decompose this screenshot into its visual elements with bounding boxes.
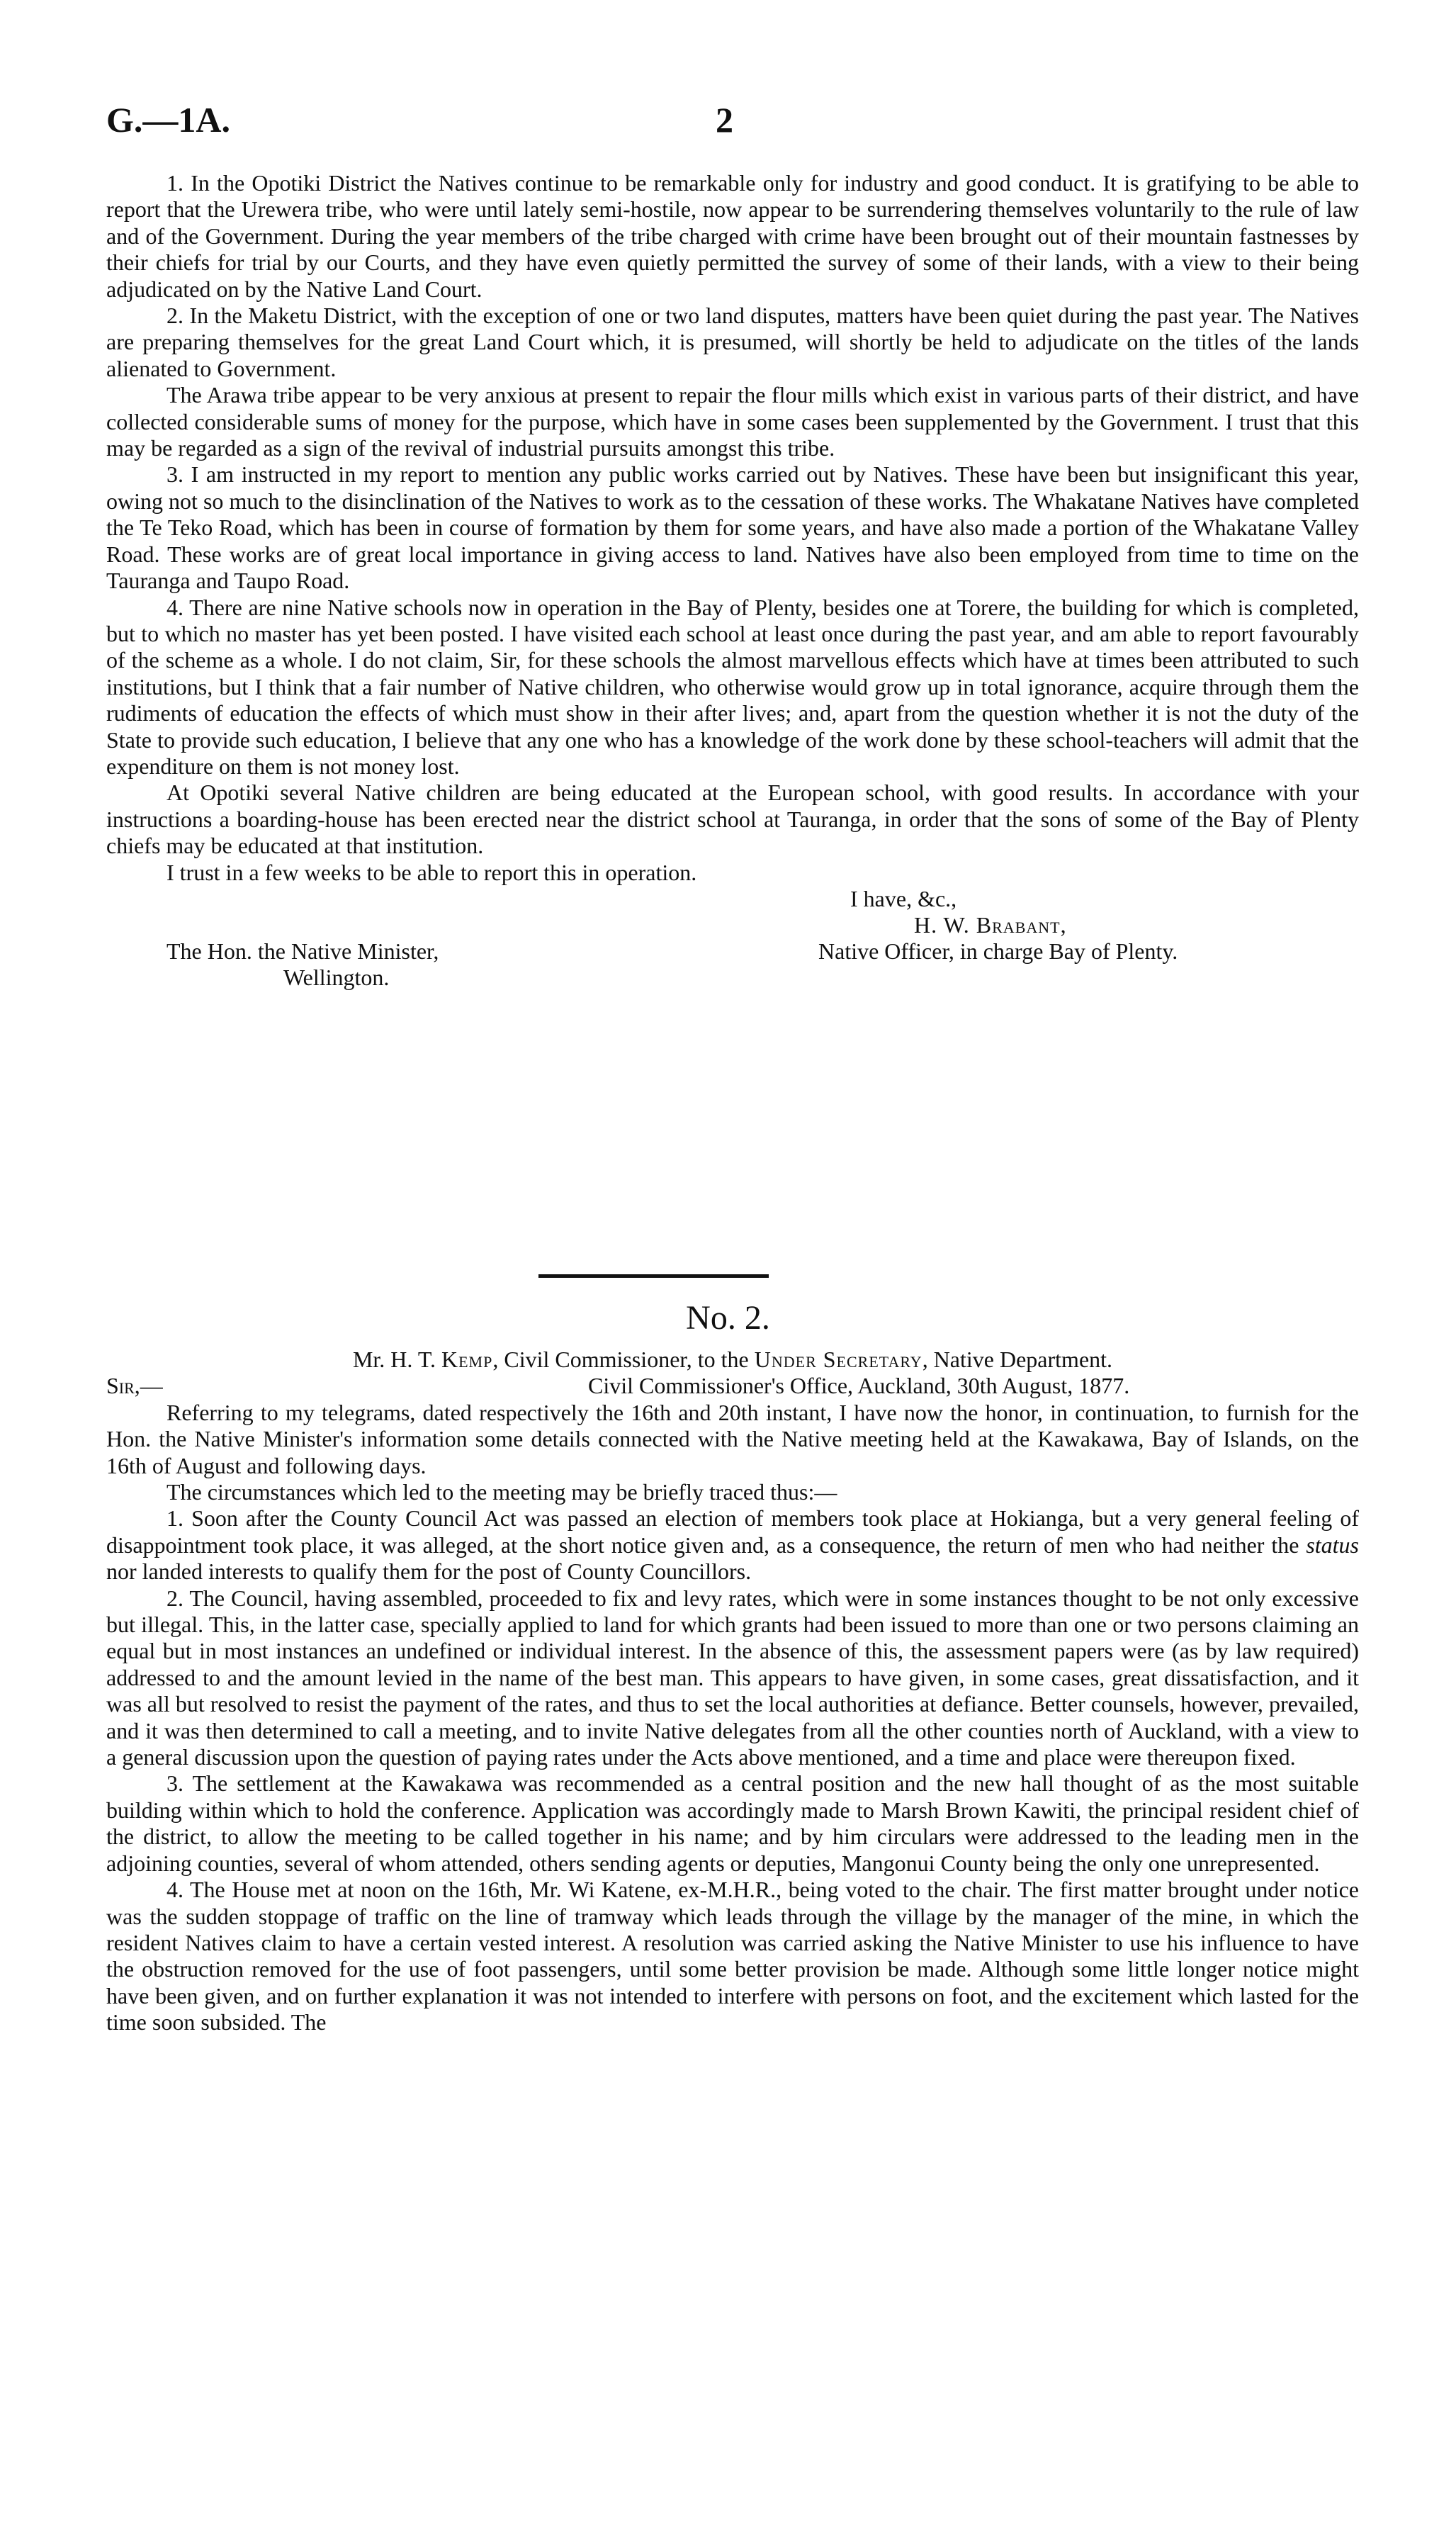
paragraph: 3. I am instructed in my report to mention any public works carried out by Natives. These have been but insignificant this year, owing not so much to the disinclination of the Natives to work as to the cessation of these works. The Whakatane Natives have completed the Te Teko Road, which has been in course of formation by them for some years, and have also made a portion of the Whakatane Valley Road. These works are of great local importance in giving access to land. Natives have also been employed from time to time on the Tauranga and Taupo Road. — [106, 461, 1359, 594]
letter-title — [106, 1347, 1359, 1373]
paragraph: The circumstances which led to the meeting may be briefly traced thus:— — [167, 1479, 837, 1505]
signature-name: H. W. Brabant, — [914, 911, 1067, 938]
salutation: Sir,— — [106, 1373, 163, 1399]
title-text: , Native Department. — [922, 1347, 1113, 1372]
paragraph — [106, 1505, 1359, 1585]
paragraph: 4. There are nine Native schools now in operation in the Bay of Plenty, besides one at Torere, the building for which is completed, but to which no master has yet been posted. I have visited each school at least once during the past year, and am able to report favourably of the scheme as a whole. I do not claim, Sir, for these schools the almost marvellous effects which have at times been attributed to such institutions, but I think that a fair number of Native children, who otherwise would grow up in total ignorance, acquire through them the rudiments of education the effects of which must show in their after lives; and, apart from the question whether it is not the duty of the State to provide such education, I believe that any one who has a knowledge of the work done by these school-teachers will admit that the expenditure on them is not money lost. — [106, 594, 1359, 779]
paragraph-text: 1. Soon after the County Council Act was passed an election of members took place at Hokianga, but a very general feeling of disappointment took place, it was alleged, at the short notice given and, as a consequence, the return of men who had neither the — [106, 1505, 1359, 1558]
section-divider — [538, 1274, 769, 1278]
page-number: 2 — [716, 100, 733, 140]
paragraph: I trust in a few weeks to be able to report this in operation. — [167, 859, 697, 885]
addressee: The Hon. the Native Minister, — [167, 938, 439, 964]
title-text: Mr. H. T. — [352, 1347, 441, 1372]
addressee-city: Wellington. — [283, 964, 390, 990]
letter-2-body — [106, 1347, 1359, 2036]
paragraph: At Opotiki several Native children are being educated at the European school, with good results. In accordance with your instructions a boarding-house has been erected near the district school at Tauranga, in order that the sons of some of the Bay of Plenty chiefs may be educated at that institution. — [106, 780, 1359, 859]
paragraph: The Arawa tribe appear to be very anxious at present to repair the flour mills which exist in various parts of their district, and have collected considerable sums of money for the purpose, which have in some cases been supplemented by the Government. I trust that this may be regarded as a sign of the revival of industrial pursuits amongst this tribe. — [106, 382, 1359, 461]
title-recipient: Under Secretary — [754, 1347, 922, 1372]
paragraph: 2. The Council, having assembled, proceeded to fix and levy rates, which were in some instances thought to be not only excessive but illegal. This, in the latter case, specially applied to land for which grants had been issued to more than one or two persons claiming an equal but in most instances an undefined or individual interest. In the absence of this, the assessment papers were (as by law required) addressed to and the amount levied in the name of the best man. This appears to have given, in some cases, great dissatisfaction, and it was all but resolved to resist the payment of the rates, and thus to set the local authorities at defiance. Better counsels, however, prevailed, and it was then determined to call a meeting, and to invite Native delegates from all the other counties north of Auckland, with a view to a general discussion upon the question of paying rates under the Acts above mentioned, and a time and place were thereupon fixed. — [106, 1585, 1359, 1770]
document-code: G.—1A. — [106, 100, 230, 140]
title-text: , Civil Commissioner, to the — [492, 1347, 755, 1372]
letter-1-body — [106, 170, 1359, 1021]
paragraph: Referring to my telegrams, dated respectively the 16th and 20th instant, I have now the honor, in continuation, to furnish for the Hon. the Native Minister's information some details connected with the Native meeting held at the Kawakawa, Bay of Islands, on the 16th of August and following days. — [106, 1399, 1359, 1478]
salutation-line — [106, 1373, 1359, 1399]
title-sender: Kemp — [441, 1347, 493, 1372]
italic-term: status — [1306, 1532, 1359, 1558]
paragraph: 1. In the Opotiki District the Natives continue to be remarkable only for industry and good conduct. It is gratifying to be able to report that the Urewera tribe, who were until lately semi-hostile, now appear to be surrendering themselves voluntarily to the rule of law and of the Government. During the year members of the tribe charged with crime have been brought out of their mountain fastnesses by their chiefs for trial by our Courts, and they have even quietly permitted the survey of some of their lands, with a view to their being adjudicated on by the Native Land Court. — [106, 170, 1359, 302]
paragraph: 4. The House met at noon on the 16th, Mr. Wi Katene, ex-M.H.R., being voted to the chair. The first matter brought under notice was the sudden stoppage of traffic on the line of tramway which leads through the village by the manager of the mine, in which the resident Natives claim to have a certain vested interest. A resolution was carried asking the Native Minister to use his influence to have the obstruction removed for the use of foot passengers, until some better provision be made. Although some little longer notice might have been given, and on further explanation it was not intended to interfere with persons on foot, and the excitement which lasted for the time soon subsided. The — [106, 1877, 1359, 2035]
signature-block — [106, 886, 1359, 1021]
signature-office: Native Officer, in charge Bay of Plenty. — [818, 938, 1178, 964]
closing: I have, &c., — [850, 885, 957, 911]
section-heading: No. 2. — [686, 1299, 770, 1337]
paragraph-text: nor landed interests to qualify them for the post of County Councillors. — [106, 1558, 752, 1585]
paragraph: 3. The settlement at the Kawakawa was recommended as a central position and the new hall thought of as the most suitable building within which to hold the conference. Application was accordingly made to Marsh Brown Kawiti, the principal resident chief of the district, to allow the meeting to be called together in his name; and by him circulars were addressed to the leading men in the adjoining counties, several of whom attended, others sending agents or deputies, Mangonui County being the only one unrepresented. — [106, 1770, 1359, 1876]
office-date: Civil Commissioner's Office, Auckland, 30th August, 1877. — [588, 1373, 1130, 1399]
paragraph: 2. In the Maketu District, with the exception of one or two land disputes, matters have been quiet during the past year. The Natives are preparing themselves for the great Land Court which, it is presumed, will shortly be held to adjudicate on the titles of the lands alienated to Government. — [106, 303, 1359, 381]
